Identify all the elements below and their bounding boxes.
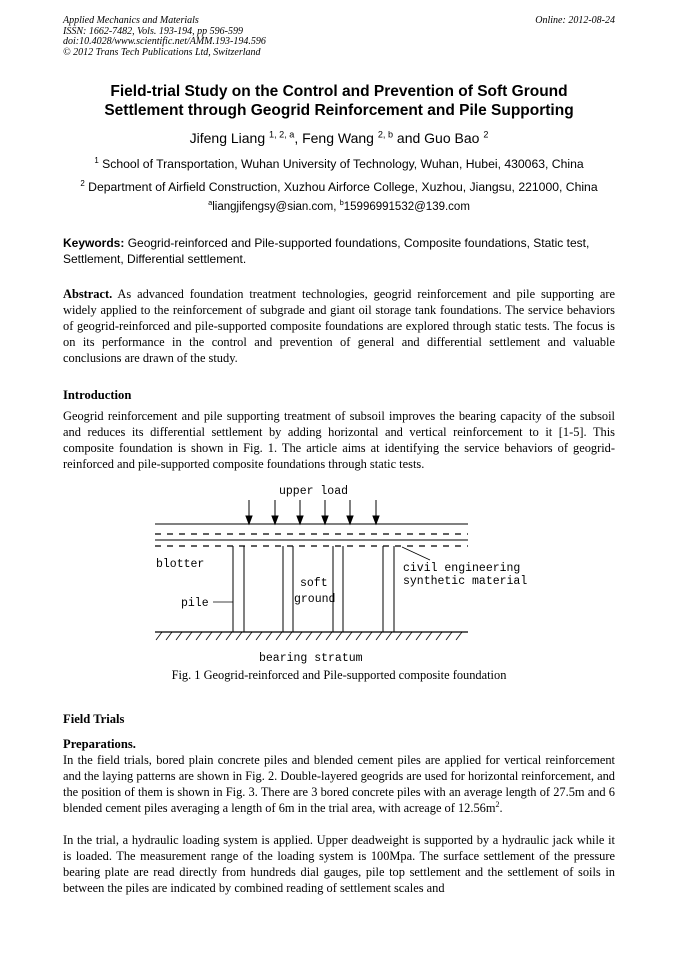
hatch-stroke [356, 632, 362, 640]
figure-1-caption: Fig. 1 Geogrid-reinforced and Pile-supported composite foundation [171, 668, 507, 682]
affiliation-1-text: School of Transportation, Wuhan University of Technology, Wuhan, Hubei, 430063, China [98, 157, 584, 171]
email-b-marker: b [339, 198, 344, 208]
hatch-stroke [316, 632, 322, 640]
affiliation-2 [40, 180, 638, 194]
hatch-stroke [276, 632, 282, 640]
hatch-stroke [376, 632, 382, 640]
hatch-stroke [206, 632, 212, 640]
hatch-stroke [226, 632, 232, 640]
pile-label: pile [181, 597, 209, 610]
hatch-stroke [346, 632, 352, 640]
hatch-stroke [386, 632, 392, 640]
hatch-stroke [236, 632, 242, 640]
hatch-stroke [156, 632, 162, 640]
hatch-stroke [416, 632, 422, 640]
journal-header [63, 16, 266, 58]
keywords-label: Keywords: [63, 236, 125, 250]
hatch-stroke [176, 632, 182, 640]
author-list [40, 130, 638, 146]
preparations-paragraph-1-end: . [499, 801, 503, 815]
author-2: , Feng Wang [294, 130, 378, 146]
preparations-paragraph-1 [63, 752, 615, 816]
hatch-stroke [186, 632, 192, 640]
hatch-stroke [396, 632, 402, 640]
copyright-line: © 2012 Trans Tech Publications Ltd, Switzerland [63, 46, 261, 58]
hatch-stroke [446, 632, 452, 640]
ground-label: ground [294, 593, 336, 606]
soft-label: soft [300, 577, 328, 590]
journal-name: Applied Mechanics and Materials [63, 15, 199, 26]
affiliation-1-number: 1 [94, 155, 99, 165]
paper-title-line1: Field-trial Study on the Control and Prevention of Soft Ground [110, 83, 568, 100]
abstract-block [63, 286, 615, 366]
area-unit-exponent: 2 [495, 799, 500, 809]
hatch-stroke [296, 632, 302, 640]
keywords-block [63, 235, 615, 267]
author-1-affil: 1, 2, a [269, 129, 295, 140]
hatch-stroke [286, 632, 292, 640]
preparations-heading: Preparations. [63, 737, 136, 751]
abstract-label: Abstract. [63, 287, 113, 301]
introduction-heading: Introduction [63, 388, 132, 402]
author-3-affil: 2 [483, 129, 489, 140]
hatch-stroke [366, 632, 372, 640]
issn-line: ISSN: 1662-7482, Vols. 193-194, pp 596-599 [63, 25, 243, 37]
introduction-text: Geogrid reinforcement and pile supporting treatment of subsoil improves the bearing capacity of the subsoil and reduces its differential settlement by adding horizontal and vertical reinforcement to it [1-5]. This composite foundation is shown in Fig. 1. The article aims at identifying the service behaviors of geogrid-reinforced and pile-supported composite foundations through static tests. [63, 409, 615, 471]
hatch-stroke [326, 632, 332, 640]
hatch-stroke [166, 632, 172, 640]
affiliation-1 [40, 157, 638, 171]
hatch-stroke [216, 632, 222, 640]
author-2-affil: 2, b [377, 129, 394, 140]
online-date: Online: 2012-08-24 [535, 15, 615, 26]
email-a-marker: a [208, 198, 213, 208]
abstract-text: As advanced foundation treatment technologies, geogrid reinforcement and pile supporting are widely applied to the reinforcement of subgrade and giant oil storage tank foundations. The service behaviors of geogrid-reinforced and pile-supported composite foundations are explored through static tests. The focus is on its performance in the control and prevention of general and differential settlement and valuable conclusions are drawn of the study. [63, 287, 615, 365]
hatch-stroke [436, 632, 442, 640]
preparations-paragraph-2: In the trial, a hydraulic loading system is applied. Upper deadweight is supported by a hydraulic jack while it is loaded. The measurement range of the loading system is 100Mpa. The surface settlement of the pressure bearing plate are read directly from hundreds dial gauges, pile top settlement and the settlement of soils in between the piles are indicated by combined reading of settlement scales and [63, 833, 615, 895]
hatch-stroke [336, 632, 342, 640]
affiliation-2-text: Department of Airfield Construction, Xuzhou Airforce College, Xuzhou, Jiangsu, 221000, China [84, 180, 598, 194]
author-3: and Guo Bao [393, 130, 484, 146]
civil-label-line1: civil engineering [403, 562, 521, 575]
bearing-stratum-label: bearing stratum [259, 652, 363, 665]
hatch-stroke [246, 632, 252, 640]
preparations-paragraph-1-text: In the field trials, bored plain concrete piles and blended cement piles are applied for vertical reinforcement and the laying patterns are shown in Fig. 2. Double-layered geogrids are used for horizontal reinforcement, and the position of them is shown in Fig. 3. There are 3 bored concrete piles with an average length of 27.5m and 6 blended cement piles averaging a length of 6m in the trial area, with acreage of 12.56m [63, 753, 615, 815]
field-trials-heading: Field Trials [63, 712, 125, 726]
hatch-stroke [306, 632, 312, 640]
hatch-stroke [426, 632, 432, 640]
figure-1-diagram [150, 480, 528, 665]
load-arrows [246, 500, 379, 524]
blotter-label: blotter [156, 558, 205, 571]
hatch-stroke [256, 632, 262, 640]
hatch-stroke [196, 632, 202, 640]
affiliation-2-number: 2 [80, 178, 85, 188]
paper-title-line2: Settlement through Geogrid Reinforcement and Pile Supporting [104, 102, 574, 119]
bearing-stratum-hatching [156, 632, 462, 640]
upper-load-label: upper load [279, 485, 349, 498]
hatch-stroke [266, 632, 272, 640]
civil-leader-line [402, 547, 430, 560]
email-line [40, 198, 638, 213]
author-1: Jifeng Liang [189, 130, 270, 146]
hatch-stroke [456, 632, 462, 640]
email-b: 15996991532@139.com [343, 201, 470, 213]
keywords-text: Geogrid-reinforced and Pile-supported foundations, Composite foundations, Static test, Settlement, Differential settlement. [63, 236, 590, 266]
hatch-stroke [406, 632, 412, 640]
civil-label-line2: synthetic material [403, 575, 528, 588]
email-a: liangjifengsy@sian.com, [212, 201, 340, 213]
doi-line: doi:10.4028/www.scientific.net/AMM.193-194.596 [63, 36, 266, 47]
